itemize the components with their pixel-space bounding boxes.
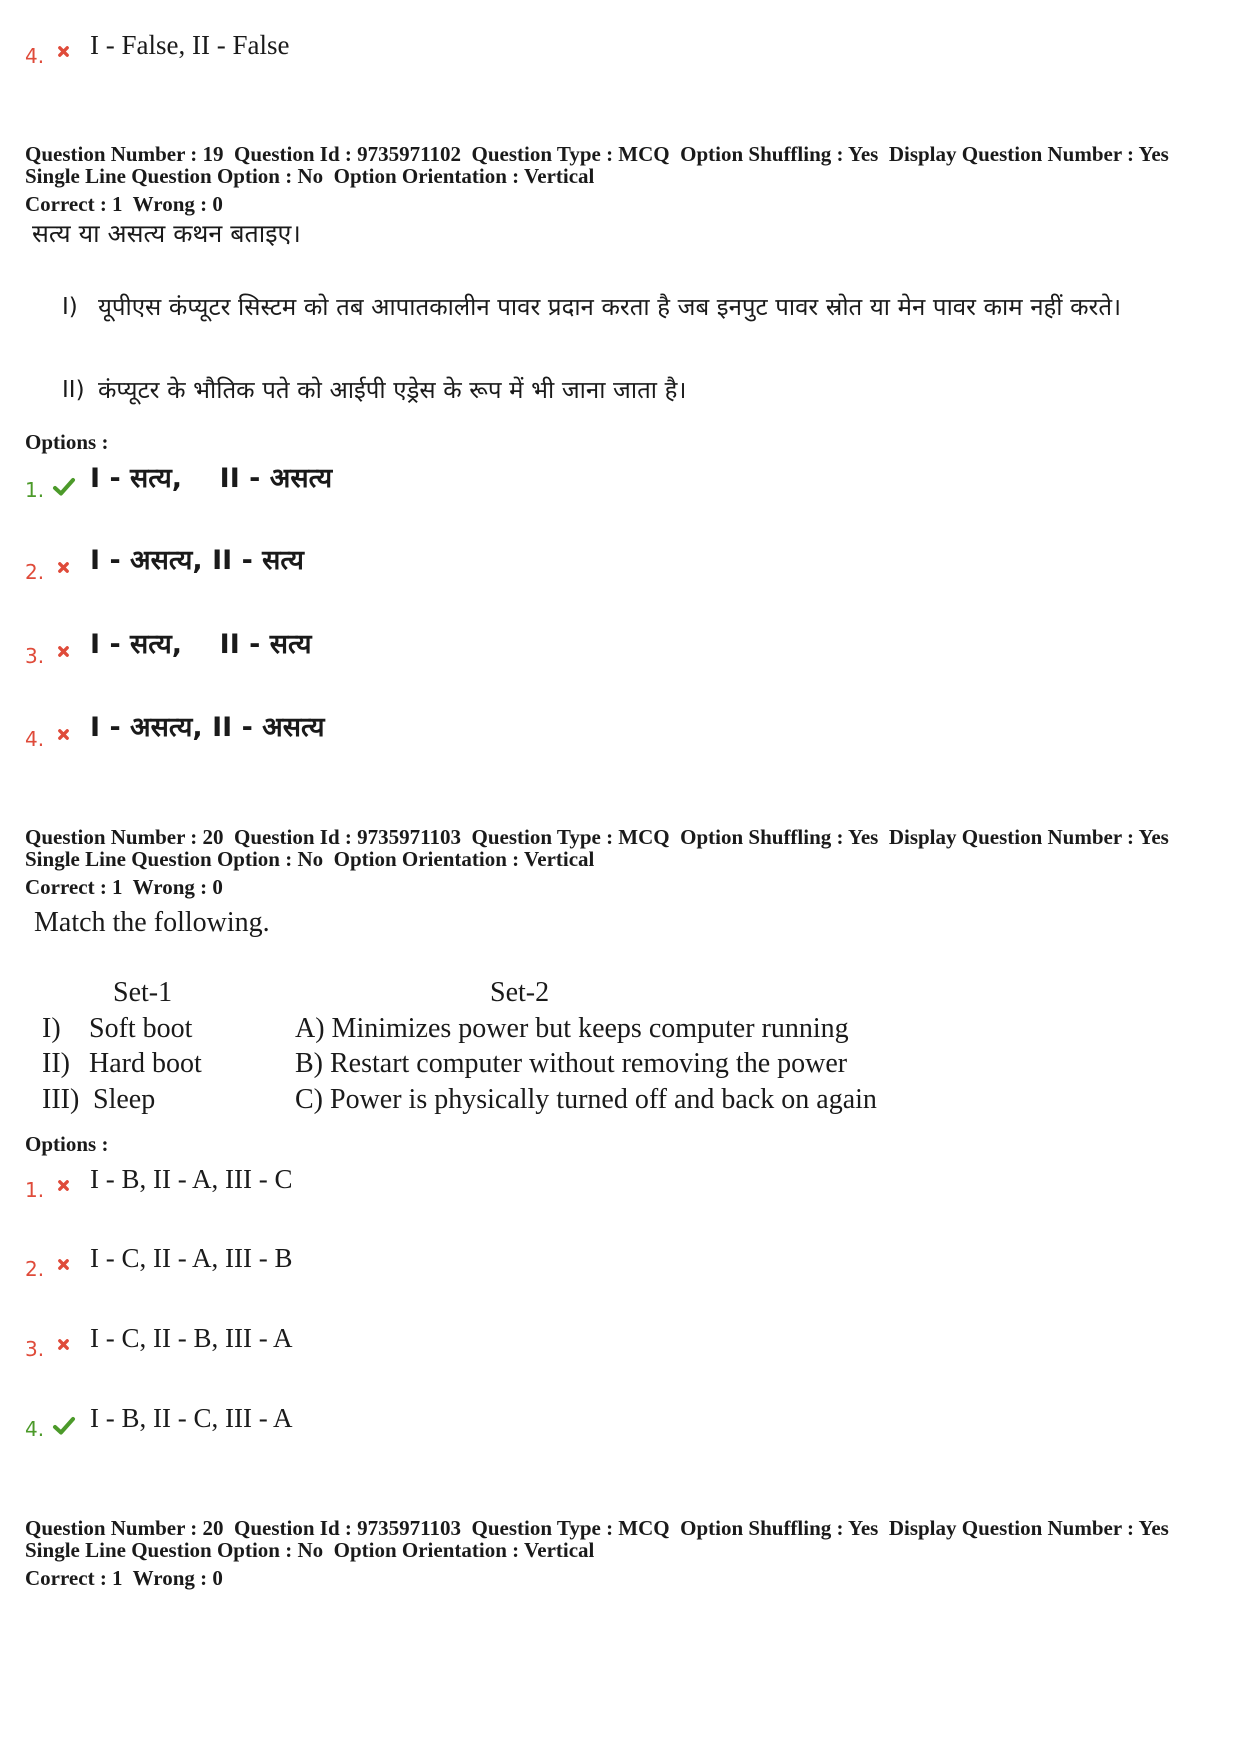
option-text: I - सत्य, II - सत्य [90, 629, 312, 660]
check-icon [52, 1416, 76, 1436]
question-meta-line: Question Number : 20 Question Id : 9735971103 Question Type : MCQ Option Shuffling : Yes Display Question Number : Yes [25, 825, 1169, 849]
option-number: 4. [25, 44, 45, 68]
option-row [0, 459, 760, 502]
option-number: 4. [25, 727, 45, 751]
option-number: 2. [25, 560, 45, 584]
statement-number: I) [62, 294, 78, 320]
option-row [0, 1318, 760, 1361]
match-table-row [0, 1046, 1240, 1082]
option-text: I - B, II - A, III - C [90, 1164, 293, 1194]
set-1-item: Sleep [93, 1083, 156, 1115]
option-text: I - सत्य, II - असत्य [90, 463, 333, 494]
option-text: I - असत्य, II - सत्य [90, 545, 304, 576]
option-number: 4. [25, 1417, 45, 1441]
cross-icon [57, 561, 70, 574]
marks-line: Correct : 1 Wrong : 0 [25, 192, 223, 216]
question-prompt: सत्य या असत्य कथन बताइए। [32, 219, 301, 248]
option-number: 1. [25, 478, 45, 502]
options-label: Options : [25, 1132, 109, 1156]
question-meta-line: Single Line Question Option : No Option Orientation : Vertical [25, 164, 595, 188]
option-row [0, 1238, 760, 1281]
option-row [0, 541, 760, 584]
cross-icon [57, 1258, 70, 1271]
set-2-item: C) Power is physically turned off and back on again [295, 1083, 877, 1115]
statement-number: II) [62, 377, 85, 403]
cross-icon [57, 1338, 70, 1351]
match-table-row [0, 1011, 1240, 1047]
set-1-item-number: I) [42, 1012, 61, 1044]
option-number: 2. [25, 1257, 45, 1281]
question-header [25, 143, 1169, 215]
option-row [0, 1398, 760, 1441]
statement-text: यूपीएस कंप्यूटर सिस्टम को तब आपातकालीन पावर प्रदान करता है जब इनपुट पावर स्रोत या मेन पावर काम नहीं करते। [98, 293, 1122, 321]
option-row [0, 25, 760, 68]
question-header [25, 826, 1169, 898]
set-1-header: Set-1 [113, 977, 173, 1008]
cross-icon [57, 645, 70, 658]
set-2-header: Set-2 [490, 977, 550, 1008]
option-number: 3. [25, 1337, 45, 1361]
option-text: I - B, II - C, III - A [90, 1403, 293, 1433]
set-1-item-number: III) [42, 1083, 80, 1115]
set-2-item: A) Minimizes power but keeps computer running [295, 1012, 849, 1044]
question-meta-line: Single Line Question Option : No Option Orientation : Vertical [25, 1538, 595, 1562]
option-number: 3. [25, 644, 45, 668]
question-prompt: Match the following. [34, 907, 270, 938]
option-text: I - असत्य, II - असत्य [90, 712, 325, 743]
question-meta-line: Question Number : 20 Question Id : 9735971103 Question Type : MCQ Option Shuffling : Yes Display Question Number : Yes [25, 1516, 1169, 1540]
cross-icon [57, 728, 70, 741]
marks-line: Correct : 1 Wrong : 0 [25, 1566, 223, 1590]
question-meta-line: Single Line Question Option : No Option Orientation : Vertical [25, 847, 595, 871]
check-icon [52, 477, 76, 497]
option-text: I - C, II - B, III - A [90, 1323, 293, 1353]
question-header [25, 1517, 1169, 1589]
statement-text: कंप्यूटर के भौतिक पते को आईपी एड्रेस के रूप में भी जाना जाता है। [98, 376, 687, 404]
set-2-item: B) Restart computer without removing the power [295, 1048, 848, 1079]
cross-icon [57, 45, 70, 58]
marks-line: Correct : 1 Wrong : 0 [25, 875, 223, 899]
cross-icon [57, 1179, 70, 1192]
option-text: I - False, II - False [90, 30, 290, 60]
option-row [0, 625, 760, 668]
match-table [0, 975, 1240, 1117]
question-meta-line: Question Number : 19 Question Id : 9735971102 Question Type : MCQ Option Shuffling : Yes Display Question Number : Yes [25, 142, 1169, 166]
options-label: Options : [25, 430, 109, 454]
option-number: 1. [25, 1178, 45, 1202]
option-row [0, 1159, 760, 1202]
match-table-header [0, 975, 1240, 1011]
option-text: I - C, II - A, III - B [90, 1243, 293, 1273]
set-1-item: Soft boot [89, 1012, 193, 1044]
option-row [0, 708, 760, 751]
set-1-item-number: II) [42, 1048, 70, 1079]
set-1-item: Hard boot [89, 1048, 202, 1079]
match-table-row [0, 1082, 1240, 1118]
